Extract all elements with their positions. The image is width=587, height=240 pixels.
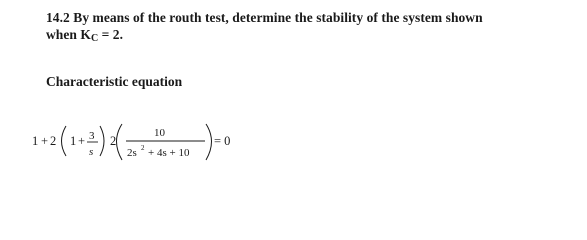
problem-line-1 <box>46 9 576 26</box>
eq-inner-one: 1 <box>70 134 77 148</box>
eq-paren-right-1 <box>100 126 104 156</box>
problem-text-prefix: when K <box>46 27 91 42</box>
gain-subscript: C <box>90 33 99 44</box>
section-heading: Characteristic equation <box>46 74 183 89</box>
problem-number: 14.2 <box>46 10 70 25</box>
eq-mid-coef: 2 <box>110 134 117 148</box>
problem-text-line-1: By means of the routh test, determine the stability of the system shown <box>73 10 483 25</box>
eq-frac2-num: 10 <box>154 127 165 139</box>
eq-frac1-num: 3 <box>89 130 95 142</box>
eq-paren-right-2 <box>206 124 212 160</box>
eq-equals-zero: = 0 <box>214 134 231 148</box>
characteristic-equation <box>30 114 250 194</box>
problem-line-2 <box>46 26 576 47</box>
eq-frac2-den-rest: + 4s + 10 <box>148 147 190 159</box>
problem-statement <box>46 9 576 47</box>
eq-outer-coef: 2 <box>50 134 57 148</box>
eq-frac2-den-exp: 2 <box>141 144 145 152</box>
eq-paren-left-1 <box>62 126 67 156</box>
eq-term-one: 1 <box>32 134 39 148</box>
eq-paren-left-2 <box>117 124 123 160</box>
eq-plus-2: + <box>78 134 86 148</box>
equation-svg <box>30 114 250 194</box>
eq-frac1-den: s <box>89 146 94 158</box>
eq-plus-1: + <box>41 134 49 148</box>
problem-text-suffix: = 2. <box>98 27 124 42</box>
eq-frac2-den-s2: 2s <box>127 147 137 159</box>
